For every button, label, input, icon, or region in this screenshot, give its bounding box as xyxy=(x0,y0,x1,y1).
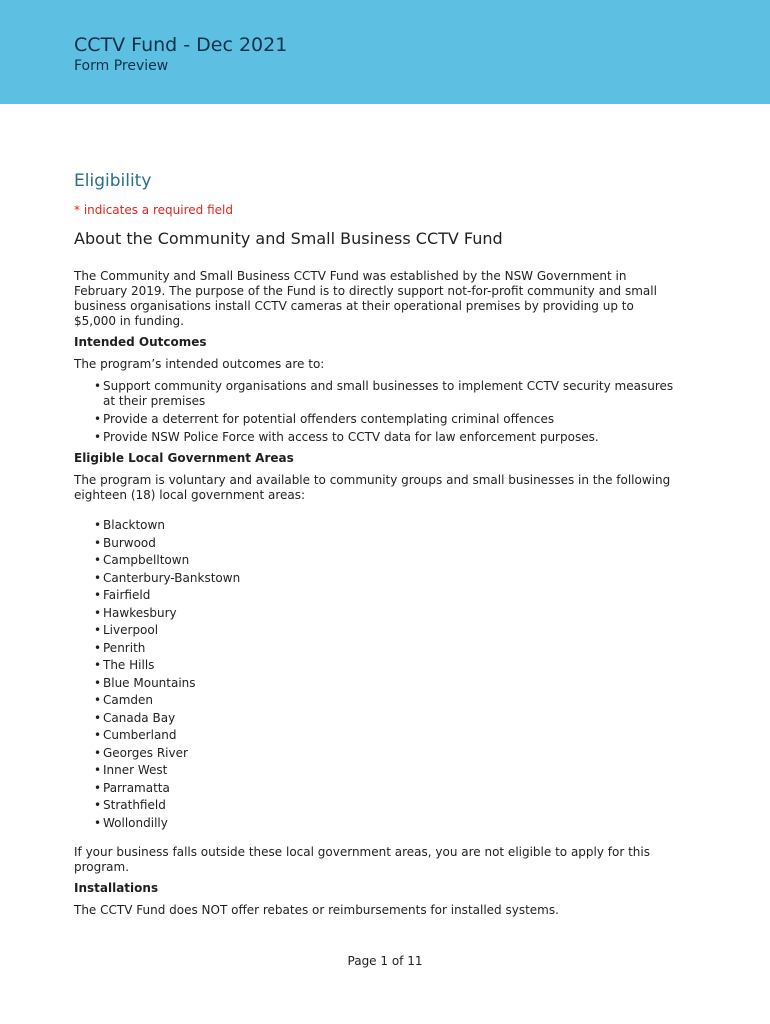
lga-list xyxy=(74,518,674,831)
bullet-icon: • xyxy=(94,763,102,777)
form-title: CCTV Fund - Dec 2021 xyxy=(74,34,288,56)
list-item: • Canada Bay xyxy=(94,710,176,725)
list-item: • Camden xyxy=(94,693,154,707)
bullet-icon: • xyxy=(94,518,102,532)
bullet-icon: • xyxy=(94,798,102,812)
form-content xyxy=(74,170,674,922)
bullet-icon: • xyxy=(94,605,102,620)
list-item: • Provide a deterrent for potential offenders contemplating criminal offences xyxy=(94,412,555,426)
list-item: • Liverpool xyxy=(94,623,159,637)
bullet-icon: • xyxy=(94,745,102,760)
list-item: • Inner West xyxy=(94,763,168,777)
list-item: • Hawkesbury xyxy=(94,605,177,620)
list-item: • Support community organisations and small businesses to implement CCTV security measures at their premises xyxy=(94,379,674,408)
list-item: • The Hills xyxy=(94,658,155,672)
list-item: • Blue Mountains xyxy=(94,675,196,690)
list-item: • Strathfield xyxy=(94,798,166,812)
page-number: Page 1 of 11 xyxy=(347,954,423,968)
list-item: • Penrith xyxy=(94,640,146,655)
installations-heading: Installations xyxy=(74,880,159,895)
outcomes-intro: The program’s intended outcomes are to: xyxy=(74,357,325,371)
list-item: • Canterbury-Bankstown xyxy=(94,570,241,585)
list-item: • Campbelltown xyxy=(94,553,190,567)
bullet-icon: • xyxy=(94,535,102,550)
list-item: • Georges River xyxy=(94,745,188,760)
bullet-icon: • xyxy=(94,640,102,655)
list-item: • Blacktown xyxy=(94,518,165,532)
bullet-icon: • xyxy=(94,815,102,830)
bullet-icon: • xyxy=(94,710,102,725)
bullet-icon: • xyxy=(94,693,102,707)
bullet-icon: • xyxy=(94,430,102,444)
outcomes-list xyxy=(74,379,674,445)
intro-paragraph: The Community and Small Business CCTV Fund was established by the NSW Government in February 2019. The purpose of the Fund is to directly support not-for-profit community and small business organisations install CCTV cameras at their operational premises by providing up to $5,000 in funding. xyxy=(74,269,657,328)
about-heading: About the Community and Small Business CCTV Fund xyxy=(74,229,503,248)
installations-text: The CCTV Fund does NOT offer rebates or reimbursements for installed systems. xyxy=(74,902,559,917)
list-item: • Wollondilly xyxy=(94,815,168,830)
section-heading: Eligibility xyxy=(74,171,152,191)
bullet-icon: • xyxy=(94,412,102,426)
lga-intro: The program is voluntary and available to community groups and small businesses in the following eighteen (18) local government areas: xyxy=(74,473,671,502)
bullet-icon: • xyxy=(94,588,102,602)
bullet-icon: • xyxy=(94,675,102,690)
lga-outside-note: If your business falls outside these local government areas, you are not eligible to apply for this program. xyxy=(74,844,650,874)
bullet-icon: • xyxy=(94,623,102,637)
lga-heading: Eligible Local Government Areas xyxy=(74,451,294,465)
bullet-icon: • xyxy=(94,658,102,672)
bullet-icon: • xyxy=(94,553,102,567)
bullet-icon: • xyxy=(94,570,102,585)
bullet-icon: • xyxy=(94,728,102,742)
list-item: • Parramatta xyxy=(94,780,170,795)
bullet-icon: • xyxy=(94,780,102,795)
list-item: • Cumberland xyxy=(94,728,177,742)
form-subtitle: Form Preview xyxy=(74,58,169,74)
list-item: • Provide NSW Police Force with access to CCTV data for law enforcement purposes. xyxy=(94,430,599,444)
header-banner xyxy=(0,0,770,104)
list-item: • Fairfield xyxy=(94,588,151,602)
list-item: • Burwood xyxy=(94,535,156,550)
bullet-icon: • xyxy=(94,379,102,393)
outcomes-heading: Intended Outcomes xyxy=(74,335,207,349)
required-field-note: * indicates a required field xyxy=(74,203,233,217)
